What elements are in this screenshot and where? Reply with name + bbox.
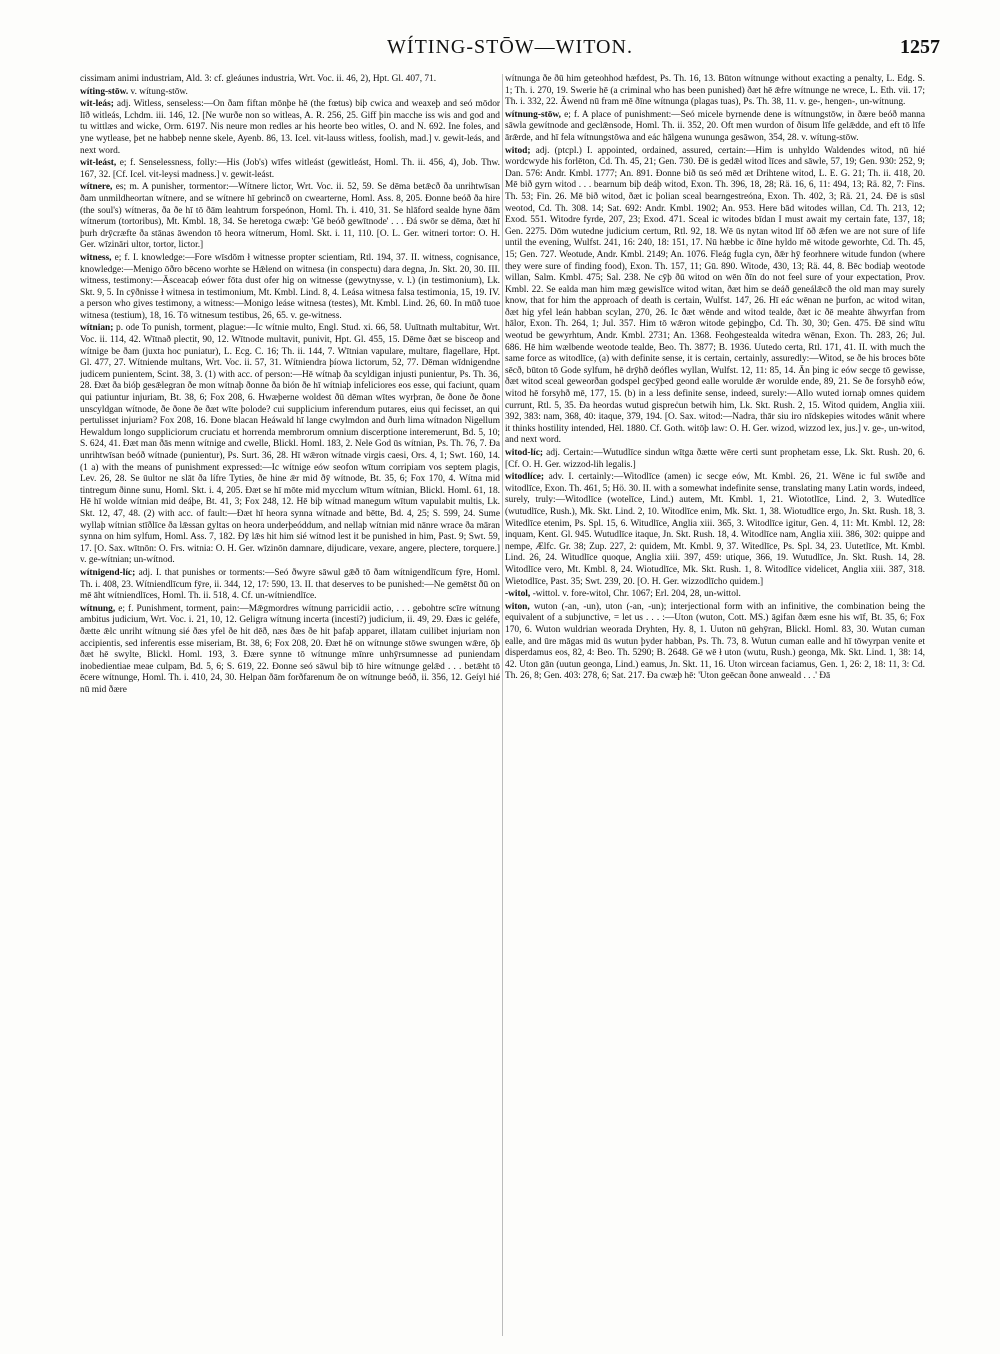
entry-definition: e; f. A place of punishment:—Seó micele byrnende dene is wítnungstōw, in ðære beóð manna sāwla gewítnode and geclǣnsode, Homl. Th. ii. 352, 20. Oft men wurdon of ðisum līfe gelǣdde, and eft tō līfe ārǣrde, and hī fela wítnungstōwa and eác hālgena wununga gesāwon, 354, 28. v. wítung-stōw. [505, 109, 925, 143]
dictionary-entry [505, 589, 925, 601]
entry-headword: wítnian; [80, 323, 114, 334]
dictionary-entry [80, 253, 500, 323]
entry-headword: -witol, [505, 589, 531, 600]
dictionary-entry [80, 158, 500, 181]
entry-headword: witod-líc; [505, 448, 544, 458]
dictionary-entry [80, 74, 500, 86]
dictionary-entry [505, 448, 925, 471]
entry-headword: wítnung-stōw, [505, 109, 562, 120]
entry-definition: es; m. A punisher, tormentor:—Wítnere lictor, Wrt. Voc. ii. 52, 59. Se dēma betǣcð ða unrihtwīsan ðam unmildheortan wítnere, and se wítnere hī gebrincð on cwearterne, Homl. Ass. 8, 205. Ðonne beóð ða hire (the soul's) wítneras, ða ðe hī tō ðām leahtrum forspeónon, Homl. Th. i. 410, 31. Se hlāford sealde hyne ðām wítnerum (tortoribus), Mt. Kmbl. 18, 34. Se heretoga cwæþ: 'Gē beóð gewītnode' . . . Ðá swōr se dēma, ðæt hī þurh drȳcræfte ða stānas āwendon tō heora wítnerum, Homl. Skt. i. 11, 110. [O. L. Ger. witneri tortor: O. H. Ger. wīzināri ultor, tortor, lictor.] [80, 182, 500, 251]
entry-definition: adj. Certain:—Wutudlīce sindun wītga ðætte wēre certi sunt prophetam esse, Lk. Skt. Rush. 20, 6. [Cf. O. H. Ger. wizzod-lih legalis.] [505, 448, 925, 470]
entry-headword: wit-leást, [80, 158, 117, 169]
running-title: WÍTING-STŌW—WITON. [387, 36, 633, 58]
entry-definition: wítnunga ðe ðū him geteohhod hæfdest, Ps. Th. 16, 13. Būton wítnunge without exacting a penalty, L. Edg. S. 1; Th. i. 270, 19. Swerie hē (a criminal who has been punished) ðæt hē ǣfre wítnunge ne wrece, L. Eth. vii. 17; Th. i. 332, 22. Āwend nū fram mē ðīne wítnunga (plagas tuas), Ps. Th. 38, 11. v. ge-, hengen-, un-wítnung. [505, 74, 925, 108]
entry-definition: e; f. Senselessness, folly:—His (Job's) wīfes witleást (gewitleást, Homl. Th. ii. 456, 4), Job. Thw. 167, 32. [Cf. Icel. vit-leysi madness.] v. gewit-leást. [80, 158, 500, 180]
entry-definition: adj. Witless, senseless:—On ðam fiftan mōnþe hē (the fœtus) biþ cwica and weaxeþ and seó mōdor līð witleás, Lchdm. iii. 146, 12. [Ne wurðe non so witleas, A. R. 256, 25. Giff þin macche iss wis and god and tu wittlæs and wicke, Orm. 6197. Nis neure mon redles ar his heorte beo witles, O. and N. 692. Ine foles, and yne wytlease, þet ne habbeþ nenne skele, Ayenb. 86, 13. Icel. vit-lauss witless, foolish, mad.] v. gewit-leás, and next word. [80, 99, 500, 156]
entry-definition: -wittol. v. fore-witol, Chr. 1067; Erl. 204, 28, un-wittol. [532, 589, 741, 600]
dictionary-entry [80, 604, 500, 697]
dictionary-entry [505, 110, 925, 145]
dictionary-entry [80, 568, 500, 603]
right-column [505, 74, 925, 1336]
entry-definition: e; f. I. knowledge:—Fore wīsdōm ł witnesse propter scientiam, Rtl. 194, 37. II. witness, cognisance, knowledge:—Menigo ōðro bēceno worhte se Hǣlend on witnesa (in conspectu) dara degna, Jn. Skt. 20, 30. III. witness, testimony:—Āsceacaþ eówer fōta dust ofer hig on witnesse (gewytnysse, v. l.) (in testimonium), Lk. Skt. 9, 5. In cȳðnisse ł witnesa in testimonium, Mt. Kmbl. Lind. 8, 4. Leása witnesa falsa testimonia, 15, 19. IV. a person who gives testimony, a witness:—Monigo leáse witnesa (testes), Mt. Kmbl. Lind. 26, 60. In mūð tuoe witnesa (testium), 18, 16. Tō witnesum testibus, 26, 65. v. ge-witness. [80, 252, 500, 321]
column-divider [502, 74, 503, 1336]
dictionary-entry [80, 99, 500, 157]
entry-definition: p. ode To punish, torment, plague:—Ic wítnie multo, Engl. Stud. xi. 66, 58. Uuītnath multabitur, Wrt. Voc. ii. 114, 42. Wītnað plectit, 90, 12. Wītnode multavit, punivit, Hpt. Gl. 455, 15. Dēme ðæt se bisceop and wítnige be ðam (juxta hoc puniatur), L. Ecg. C. 16; Th. ii. 144, 7. Wītnian vapulare, multare, flagellare, Hpt. Gl. 477, 27. Wítniende multans, Wrt. Voc. ii. 57, 31. Wítniendra þíowa lictorum, 52, 77. Dēman wīdnigendne judicem punientem, Scint. 38, 3. (1) with acc. of person:—Hē wítnaþ ða scyldigan injusti punientur, Ps. Th. 36, 28. Ðæt ða bióþ gesǣlegran ðe mon wítnaþ ðonne ða bión ðe hī wítniaþ infeliciores eos esse, qui faciunt, quam qui patiuntur injuriam, Bt. 38, 6; Fox 208, 6. Hwæþerne woldest ðū dēman wītes wyrþran, ðe ðone ðe ðone unscyldgan wítnode, ðe ðone ðe ðæt wīte þolode? cui supplicium inferendum putares, eius qui fecisset, an qui pertulisset injuriam? Fox 208, 16. Ðone blacan Heáwald hī lange cwylmdon and ðurh lima wítnadon Nigellum Hewaldum longo suppliciorum cruciatu et horrenda membrorum omnium discerptione interemerunt, Bd. 5, 10; S. 624, 41. Ðæt man ðās menn wítnige and cwelle, Blickl. Homl. 183, 2. Nele God ūs wítnian, Ps. Th. 76, 7. Ða unrihtwīsan beóð wítnade (punientur), Ps. Surt. 36, 28. Hī wǣron wítnade virgis caesi, Ors. 4, 1; Swt. 160, 14. (1 a) with the means of punishment expressed:—Ic wítnige eów seofon wītum corripiam vos septem plagis, Lev. 26, 28. Se ūultor ne slāt ða lífre Tyties, ðe hine ǣr mid ðȳ wítnode, Bt. 35, 6; Fox 170, 4. Wítna mid tintregum ðinne sunu, Homl. Skt. i. 4, 205. Ðæt se hī mōte mid mycclum wītum wítnian, Blickl. Homl. 61, 18. Hē hī wolde wítnian mid deáþe, Bt. 41, 3; Fox 248, 12. Hē biþ wítnad manegum wītum vapulabit multis, Lk. Skt. 12, 47, 48. (2) with acc. of fault:—Ðæt hī heora synna wítnade and bētte, Bd. 4, 25; S. 599, 24. Sume wyllaþ wítnian stīðlīce ða lǣssan gyltas on heora underþeóddum, and nellaþ wítnian mid nānre wrace ða māran synna on him sylfum, Homl. Ass. 7, 182. Ðȳ lǣs hit him sié wítnod lest it be punished in him, Past. 9; Swt. 59, 17. [O. Sax. wītnōn: O. Frs. witnia: O. H. Ger. wīzinōn damnare, dijudicare, vexare, angere, plectere, torquere.] v. ge-wítnian; un-wítnod. [80, 323, 500, 566]
entry-definition: adj. I. that punishes or torments:—Seó ðwyre sāwul gǣð tō ðam wítnigendlīcum fȳre, Homl. Th. i. 408, 23. Wítniendlīcum fȳre, ii. 344, 12, 17: 590, 13. II. that deserves to be punished:—Ne gemētst ðū on mē āht wítniendlīces, Homl. Th. ii. 518, 4. Cf. un-wítniendlīce. [80, 567, 500, 602]
dictionary-entry [505, 74, 925, 109]
entry-headword: witodlíce; [505, 472, 545, 483]
dictionary-entry [80, 323, 500, 566]
dictionary-entry [505, 472, 925, 588]
left-column [80, 74, 500, 1336]
entry-definition: wuton (-an, -un), uton (-an, -un); interjectional form with an infinitive, the combination being the equivalent of a subjunctive, = let us . . . :—Uton (wuton, Cott. MS.) āgifan ðæm esne his wīf, Bt. 35, 6; Fox 170, 6. Wuton wuldrian weorada Dryhten, Hy. 8, 1. Uuton nū gehȳran, Blickl. Homl. 83, 30. Wutan cuman ealle, and ūre māgas mid ūs wutun þyder habban, Ps. Th. 73, 8. Wutun cuman ealle and hī tōwyrpan venite et disperdamus eos, 82, 4: Beo. Th. 5290; B. 2648. Gē wē ł uton (wutu, Rush.) geonga, Mk. Skt. Lind. 1, 38: 14, 42. Uton gān (uutun geonga, Lind.) eamus, Jn. Skt. 11, 16. Uton wircean faciamus, Gen. 1, 26: 2, 18: 11, 3: Cd. Th. 26, 8; Gen. 403: 278, 6; Sat. 217. Ða cwæþ hē: 'Uton geēcan ðone anweald . . .' Ðā [505, 601, 925, 682]
dictionary-entry [80, 182, 500, 252]
dictionary-entry [80, 87, 500, 99]
page-number: 1257 [900, 36, 940, 58]
entry-definition: cissimam animi industriam, Ald. 3: cf. gleáunes industria, Wrt. Voc. ii. 46, 2), Hpt. Gl. 407, 71. [80, 74, 437, 84]
entry-headword: wítnere, [80, 182, 113, 193]
dictionary-entry [505, 602, 925, 683]
entry-definition: adv. I. certainly:—Witodlīce (amen) ic secge eów, Mt. Kmbl. 26, 21. Wēne ic ful swīðe and witodlīce, Exon. Th. 461, 5; Hö. 30. II. with a somewhat indefinite sense, translating many Latin words, indeed, surely, truly:—Witodlīce (wotelīce, Lind.) autem, Mt. Kmbl. 1, 21. Wiototlīce, Lind. 2, 3. Wutedlīce (wutudlīce, Rush.), Mk. Skt. Lind. 2, 10. Witodlīce enim, Mk. Skt. 1, 38. Wiotudlīce ergo, Jn. Skt. Rush. 18, 3. Witedlīce etenim, Ps. Spl. 15, 6. Witudlīce, Anglia xiii. 365, 3. Witodlīce igitur, Gen. 4, 11: Mt. Kmbl. 12, 28: inquam, Kent. Gl. 945. Wutudlīce itaque, Jn. Skt. Rush. 18, 4. Witodlīce nam, Anglia xiii. 386, 302: quippe and nempe, Ælfc. Gr. 38; Zup. 227, 2: quidem, Mt. Kmbl. 9, 37. Witedlīce, Ps. Spl. 34, 23. Uutetlīce, Mt. Kmbl. Lind. 26, 24. Witudlīce quoque, Anglia xiii. 397, 459: utique, 366, 19. Wutudlīce, Jn. Skt. Rush. 14, 28. Witodlīce vero, Mt. Kmbl. 8, 24. Wiotudlīce, Mk. Skt. Rush. 1, 8. Witodlīce videlicet, Anglia xiii. 387, 318. Wietodlīce, Past. 35; Swt. 239, 20. [O. H. Ger. wizzodlīcho quidem.] [505, 472, 925, 587]
entry-headword: wíting-stōw. [80, 86, 129, 97]
entry-headword: wítnung, [80, 603, 116, 614]
entry-definition: v. wítung-stōw. [130, 86, 188, 97]
entry-definition: e; f. Punishment, torment, pain:—Mǣgmordres wítnung parricidii actio, . . . gebohtre scīre wítnung ambitus judicium, Wrt. Voc. i. 21, 10, 12. Geligra wítnung incerta (incesti?) judicium, ii. 49, 29. Ðæs ic geléfe, ðætte ǣlc unriht wítnung sié ðæs yfel ðe hit dēð, næs ðæs ðe hit þafaþ apparet, illatam cuilibet injuriam non accipientis, sed inferentis esse miseriam, Bt. 38, 6; Fox 208, 20. Ðæt hē on wítnunge stōwe swungen wǣre, ōþ ðæt hē swylte, Blickl. Homl. 193, 3. Ðære synne tō wítnunge mīnre unhȳrsumnesse ad puniendam inobedientiae meae culpam, Bd. 5, 6; S. 619, 22. Ðonne seó sāwul biþ tō hire wítnunge gelǣd . . . betǣht tō ēcere wítnunge, Homl. Th. i. 410, 24, 30. Helpan ðām forðfarenum ðe on wítnunge beóð, ii. 356, 12. Geíyl hié nū mid ðære [80, 603, 500, 695]
entry-headword: wit-leás; [80, 99, 114, 110]
running-head [80, 36, 940, 66]
entry-headword: witon, [505, 601, 530, 612]
entry-headword: wítnigend-líc; [80, 567, 136, 578]
entry-headword: witod; [505, 145, 531, 156]
dictionary-entry [505, 146, 925, 447]
entry-headword: witness, [80, 252, 112, 263]
entry-definition: adj. (ptcpl.) I. appointed, ordained, assured, certain:—Him is unhyldo Waldendes witod, nū hié wordcwyde his forlēton, Cd. Th. 45, 21; Gen. 730. Ðē is gedǣl witod līces and sāwle, 57, 19; Gen. 930: 252, 9; Dan. 576: Andr. Kmbl. 1777; An. 891. Ðonne bið ūs seó mēd æt Drihtene witod, L. E. G. 21; Th. ii. 418, 20. Mē bið gyrn witod . . . bearnum biþ deáþ witod, Exon. Th. 396, 18, 28; Rä. 16, 6, 11: 494, 13; Rä. 82, 7: Fins. Th. 53; Fin. 26. Mē bið witod, ðæt ic þolian sceal bearngestreóna, Exon. Th. 402, 3; Rä. 21, 24. Ðē is sūsl weotod, Cd. Th. 308. 14; Sat. 692: Andr. Kmbl. 1902; An. 953. Here bād witodes willan, Cd. Th. 213, 12; Exod. 551. Witodre fyrde, 207, 23; Exod. 471. Sceal ic witodes bīdan I must await my certain fate, 137, 18; Gen. 2275. Dōm wutedne judicium certum, Rtl. 92, 18. Wē ūs nytan witod līf ōð ǣfen we are not sure of life until the evening, Wulfst. 241, 16: 240, 18: 151, 17. Nū hæbbe ic ðīne hyldo mē witode geworhte, Cd. Th. 45, 15; Gen. 727. Weotude, Andr. Kmbl. 2149; An. 1076. Fleág fugla cyn, ðǣr hȳ feorhnere witude fundon (where they were sure of finding food), Exon. Th. 157, 11; Gū. 890. Witode, 430, 13; Rä. 44, 8. Bēc bodiaþ weotode willan, Salm. Kmbl. 475; Sal. 238. Ne cȳþ ðū witod on wēn ðīn do not feel sure of your expectation, Prov. Kmbl. 22. Se ealda man him mæg gewislīce witod witan, ðæt him se deáð geneálǣcð the old man may surely know, that for him the approach of death is certain, Wulfst. 147, 26. Hī eác wēnan ne þurfon, ac witod witan, ðæt hig yfel leán habban scylan, 270, 26. Ic ðæt wēnde and witod tealde, ðæt ic ðē meahte āhwyrfan from hālor, Exon. Th. 264, 1; Jul. 357. Him tō wǣron witode geþingþo, Cd. Th. 30, 30; Gen. 475. Ðē sind wītu weotud be gewyrhtum, Andr. Kmbl. 2731; An. 1368. Feohgestealda witedra wēnan, Exon. Th. 283, 26; Jul. 686. Hē him wælbende weotode tealde, Beo. Th. 3877; B. 1936. Uutedo certa, Rtl. 171, 41. II. with much the same force as witodlīce, (a) with definite sense, it is certain, certainly, assuredly:—Witod, se ðe his broces bōte sēcð, būton tō Gode sylfum, hē drȳhð deófles wyllan, Wulfst. 12, 11: 85, 14. Ān þing ic eów secge tō gewisse, ðæt witod sceal geweorðan godspel gecȳþed geond ealle woruldе ǣr woruldе ende, 89, 21. Se ðe forsyhð eów, witod hē forsyhð mē, 177, 15. (b) in a less definite sense, indeed, surely:—Allo wuted iornaþ omnes quidem currunt, Rtl. 5, 35. Ða heordas wutud gispreċun betwih him, Lk. Skt. Rush. 2, 15. Witod quidem, Anglia xiii. 392, 383: nam, 368, 40: itaque, 379, 194. [O. Sax. witod:—Nadra, thār siu iro nīdskepies witodes wānit where it thinks hostility intended, Hēl. 1880. Cf. Goth. witōþ law: O. H. Ger. wizod, wizzod lex, jus.] v. ge-, un-witod, and next word. [505, 145, 925, 446]
